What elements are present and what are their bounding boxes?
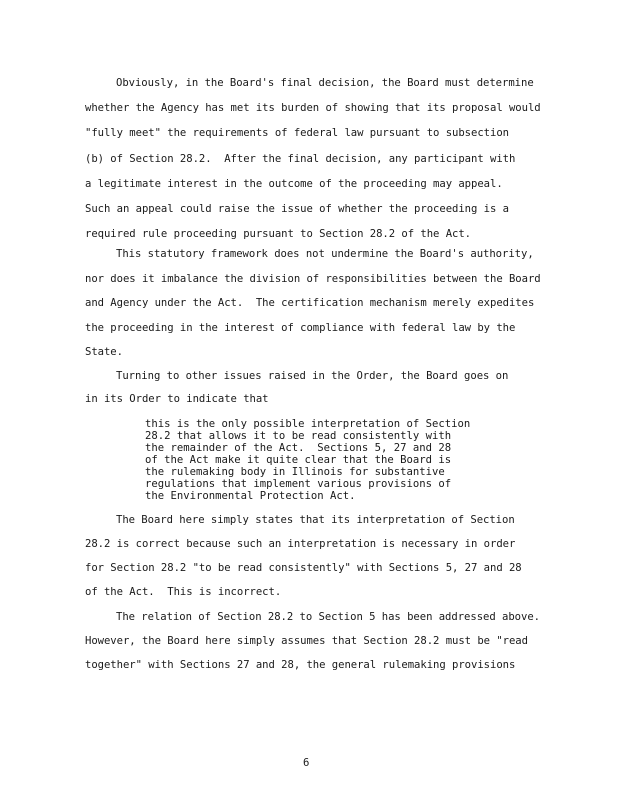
text-line: the proceeding in the interest of compliance with federal law by the: [85, 322, 516, 334]
text-line: (b) of Section 28.2. After the final decision, any participant with: [85, 153, 516, 165]
text-line: State.: [85, 346, 123, 358]
quote-line: the Environmental Protection Act.: [145, 490, 356, 502]
text-line: together" with Sections 27 and 28, the general rulemaking provisions: [85, 659, 516, 671]
text-line: and Agency under the Act. The certification mechanism merely expedites: [85, 297, 535, 309]
text-line: "fully meet" the requirements of federal law pursuant to subsection: [85, 127, 509, 139]
text-line: a legitimate interest in the outcome of the proceeding may appeal.: [85, 178, 503, 190]
quote-line: this is the only possible interpretation of Section: [145, 418, 471, 430]
text-line: The Board here simply states that its interpretation of Section: [116, 514, 515, 526]
text-line: The relation of Section 28.2 to Section 5 has been addressed above.: [116, 611, 540, 623]
text-line: Obviously, in the Board's final decision, the Board must determine: [116, 77, 534, 89]
quote-line: the remainder of the Act. Sections 5, 27 and 28: [145, 442, 452, 454]
quote-line: regulations that implement various provisions of: [145, 478, 452, 490]
text-line: required rule proceeding pursuant to Section 28.2 of the Act.: [85, 228, 472, 240]
text-line: whether the Agency has met its burden of showing that its proposal would: [85, 102, 541, 114]
text-line: in its Order to indicate that: [85, 393, 269, 405]
text-line: This statutory framework does not undermine the Board's authority,: [116, 248, 534, 260]
page-number: 6: [303, 757, 310, 769]
text-line: nor does it imbalance the division of responsibilities between the Board: [85, 273, 541, 285]
text-line: of the Act. This is incorrect.: [85, 586, 282, 598]
quote-line: of the Act make it quite clear that the Board is: [145, 454, 452, 466]
text-line: Turning to other issues raised in the Order, the Board goes on: [116, 370, 509, 382]
text-line: However, the Board here simply assumes that Section 28.2 must be "read: [85, 635, 528, 647]
text-line: 28.2 is correct because such an interpretation is necessary in order: [85, 538, 516, 550]
text-line: Such an appeal could raise the issue of whether the proceeding is a: [85, 203, 509, 215]
quote-line: the rulemaking body in Illinois for substantive: [145, 466, 445, 478]
text-line: for Section 28.2 "to be read consistently" with Sections 5, 27 and 28: [85, 562, 522, 574]
quote-line: 28.2 that allows it to be read consistently with: [145, 430, 452, 442]
